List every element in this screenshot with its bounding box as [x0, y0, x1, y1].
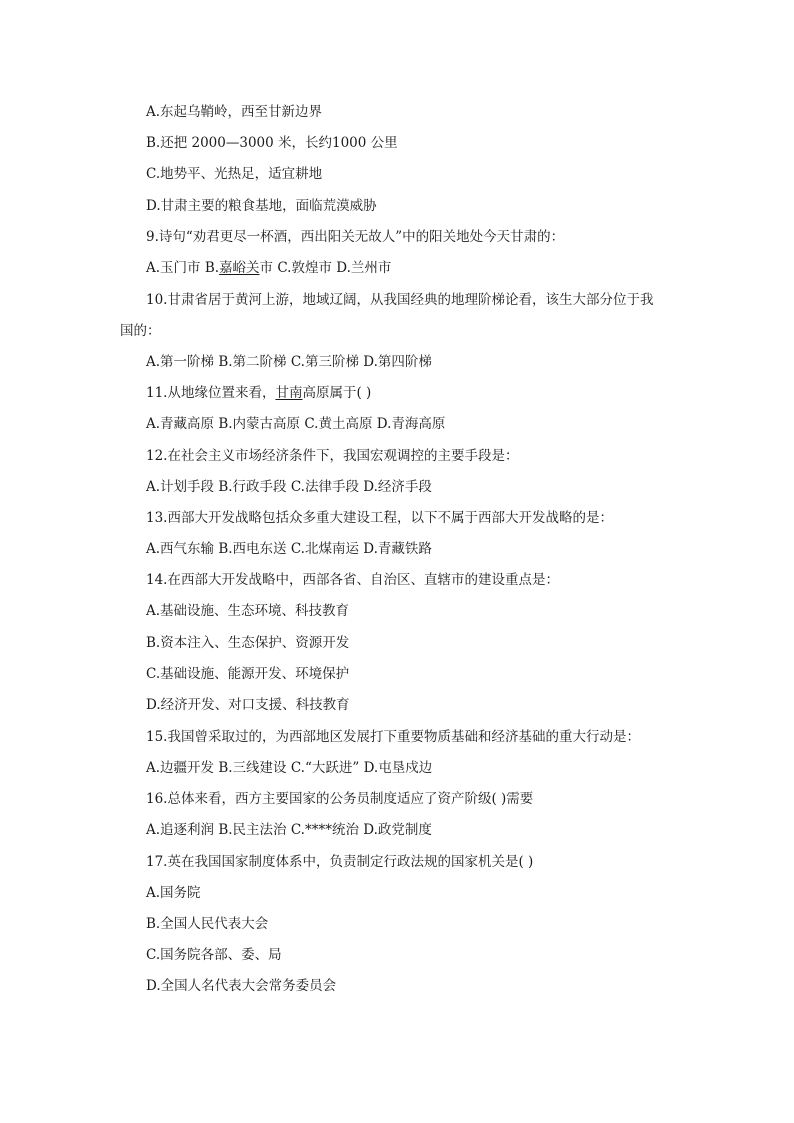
underlined-term: 嘉峪关 [219, 260, 260, 276]
option-line: A.追逐利润 B.民主法治 C.****统治 D.政党制度 [146, 822, 432, 838]
question-line: 13.西部大开发战略包括众多重大建设工程，以下不属于西部大开发战略的是： [146, 510, 613, 526]
option-line: B.资本注入、生态保护、资源开发 [146, 635, 350, 651]
option-line: A.计划手段 B.行政手段 C.法律手段 D.经济手段 [146, 479, 432, 495]
option-line: C.基础设施、能源开发、环境保护 [146, 666, 350, 682]
question-line [146, 383, 674, 403]
underlined-term: 甘南 [275, 385, 303, 401]
text-run: 高原属于( ) [302, 385, 372, 401]
text-run: 市 C.敦煌市 D.兰州市 [259, 260, 392, 276]
option-line [146, 258, 674, 278]
question-line: 14.在西部大开发战略中，西部各省、自治区、直辖市的建设重点是： [146, 572, 559, 588]
option-line: A.青藏高原 B.内蒙古高原 C.黄土高原 D.青海高原 [146, 416, 446, 432]
option-line: A.西气东输 B.西电东送 C.北煤南运 D.青藏铁路 [146, 541, 432, 557]
question-line: 12.在社会主义市场经济条件下，我国宏观调控的主要手段是： [146, 448, 519, 464]
question-line: 16.总体来看，西方主要国家的公务员制度适应了资产阶级( )需要 [146, 791, 534, 807]
text-run: 11.从地缘位置来看， [146, 385, 276, 401]
question-line: 9.诗句“劝君更尽一杯酒，西出阳关无故人”中的阳关地处今天甘肃的： [146, 229, 565, 245]
option-line: D.经济开发、对口支援、科技教育 [146, 697, 350, 713]
option-line: A.国务院 [146, 885, 201, 901]
option-line: A.第一阶梯 B.第二阶梯 C.第三阶梯 D.第四阶梯 [146, 354, 432, 370]
option-line: B.还把 2000—3000 米，长约1000 公里 [146, 135, 398, 151]
text-run: A.玉门市 B. [146, 260, 220, 276]
option-line: A.基础设施、生态环境、科技教育 [146, 603, 350, 619]
option-line: D.甘肃主要的粮食基地，面临荒漠威胁 [146, 198, 377, 214]
question-line-continued: 国的： [120, 323, 161, 339]
option-line: C.国务院各部、委、局 [146, 947, 282, 963]
question-line: 15.我国曾采取过的，为西部地区发展打下重要物质基础和经济基础的重大行动是： [146, 729, 640, 745]
question-line: 17.英在我国国家制度体系中，负责制定行政法规的国家机关是( ) [146, 854, 534, 870]
option-line: C.地势平、光热足，适宜耕地 [146, 166, 323, 182]
option-line: D.全国人名代表大会常务委员会 [146, 978, 337, 994]
option-line: A.东起乌鞘岭，西至甘新边界 [146, 104, 323, 120]
question-line: 10.甘肃省居于黄河上游，地域辽阔，从我国经典的地理阶梯论看，该生大部分位于我 [146, 292, 654, 308]
option-line: A.边疆开发 B.三线建设 C.“大跃进” D.屯垦戍边 [146, 760, 433, 776]
option-line: B.全国人民代表大会 [146, 916, 269, 932]
